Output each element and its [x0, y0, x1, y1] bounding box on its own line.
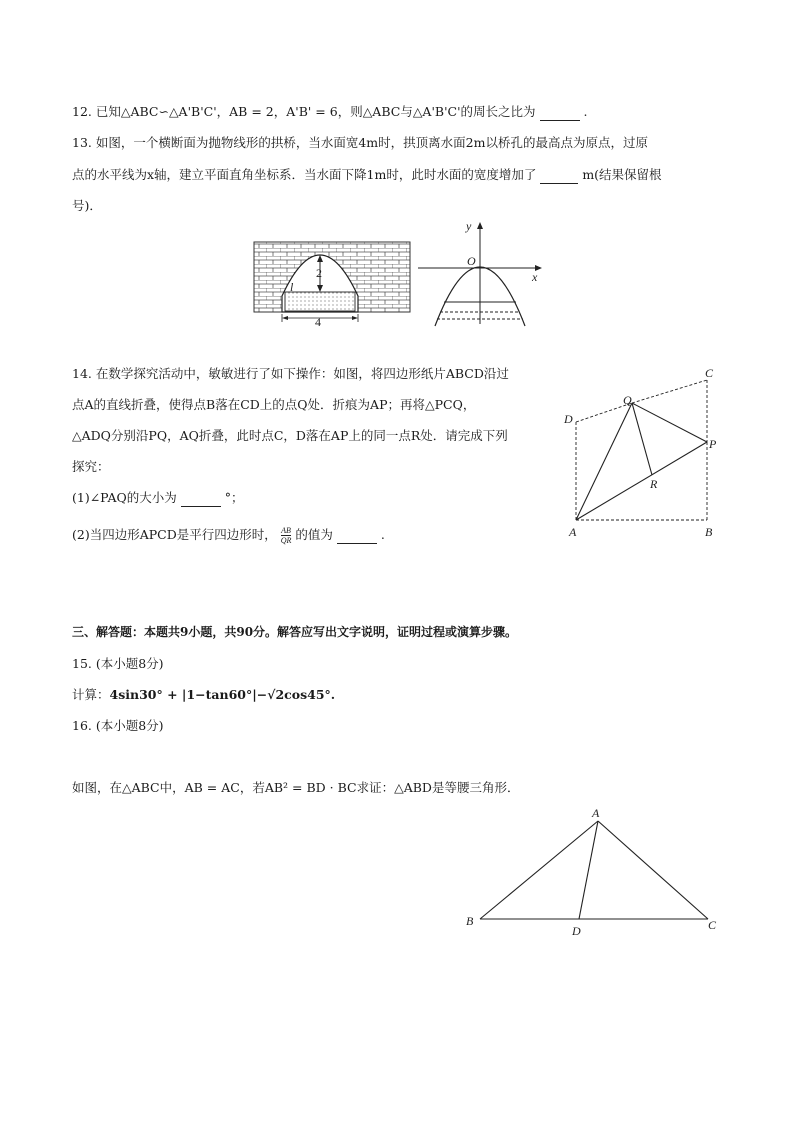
q14-part2-middle: 的值为: [295, 527, 333, 542]
q14-line3: △ADQ分别沿PQ，AQ折叠，此时点C，D落在AP上的同一点R处．请完成下列: [72, 428, 508, 443]
q14-label-r: R: [650, 477, 658, 491]
q15-label: 计算：: [72, 687, 110, 702]
q12-suffix: .: [583, 104, 588, 119]
q14-part2-suffix: .: [380, 527, 385, 542]
q13-bridge-height-label: 2: [316, 266, 322, 280]
q15-head: 15. (本小题8分): [72, 656, 164, 671]
q13-y-axis-label: y: [466, 219, 472, 233]
q14-label-a: A: [569, 525, 577, 539]
q13-parabola-figure: [410, 218, 550, 330]
q16-label-c: C: [708, 918, 717, 932]
q13-line2a: 点的水平线为x轴，建立平面直角坐标系．当水面下降1m时，此时水面的宽度增加了: [72, 167, 537, 182]
q15-expression: 4sin30° + |1−tan60°|−√2cos45°.: [109, 687, 336, 702]
q14-part1-prefix: (1)∠PAQ的大小为: [72, 490, 177, 505]
q14-line6: [72, 526, 385, 545]
q14-fraction: [281, 526, 292, 545]
q14-line2: 点A的直线折叠，使得点B落在CD上的点Q处．折痕为AP；再将△PCQ，: [72, 397, 476, 412]
q15-body: [72, 687, 335, 703]
q13-line2b: m(结果保留根: [582, 167, 662, 182]
q13-bridge-figure: [252, 240, 412, 329]
q13-bridge-width-label: 4: [315, 315, 321, 329]
q14-part2-prefix: (2)当四边形APCD是平行四边形时，: [72, 527, 277, 542]
q14-label-c: C: [705, 366, 714, 380]
q14-fraction-denominator: QR: [280, 536, 292, 545]
q14-part1-answer-blank[interactable]: [181, 490, 221, 507]
q14-label-d: D: [564, 412, 573, 426]
q14-line5: [72, 490, 243, 507]
q16-label-d: D: [572, 924, 581, 938]
q13-line1: 13. 如图，一个横断面为抛物线形的拱桥，当水面宽4m时，拱顶离水面2m以桥孔的最高点为原点，过原: [72, 135, 648, 150]
q13-line2: [72, 167, 662, 184]
q13-bridge-l-label: l: [290, 280, 294, 294]
q13-line3: 号)．: [72, 198, 102, 213]
q16-label-b: B: [466, 914, 474, 928]
q14-label-p: P: [709, 437, 717, 451]
q16-label-a: A: [592, 806, 600, 820]
section3-heading: 三、解答题：本题共9小题，共90分。解答应写出文字说明，证明过程或演算步骤。: [72, 625, 518, 639]
q12-prefix: 12. 已知△ABC∽△A'B'C'，AB = 2，A'B' = 6，则△ABC与△A'B'C'的周长之比为: [72, 104, 536, 119]
q14-line1: 14. 在数学探究活动中，敏敏进行了如下操作：如图，将四边形纸片ABCD沿过: [72, 366, 509, 381]
q14-label-q: Q: [623, 393, 632, 407]
q16-triangle-figure: [462, 805, 732, 937]
q13-answer-blank[interactable]: [540, 167, 578, 184]
q14-fraction-numerator: AB: [281, 526, 291, 535]
q14-label-b: B: [705, 525, 713, 539]
q14-fold-figure: [560, 362, 730, 542]
q14-line4: 探究：: [72, 459, 110, 474]
q12-text: [72, 104, 587, 121]
q13-origin-label: O: [467, 254, 476, 268]
q14-part1-suffix: °；: [224, 490, 244, 505]
q16-body: 如图，在△ABC中，AB = AC，若AB² = BD · BC求证：△ABD是等腰三角形．: [72, 780, 520, 795]
q12-answer-blank[interactable]: [540, 104, 580, 121]
q13-x-axis-label: x: [532, 270, 538, 284]
q16-head: 16. (本小题8分): [72, 718, 164, 733]
q14-part2-answer-blank[interactable]: [337, 527, 377, 544]
